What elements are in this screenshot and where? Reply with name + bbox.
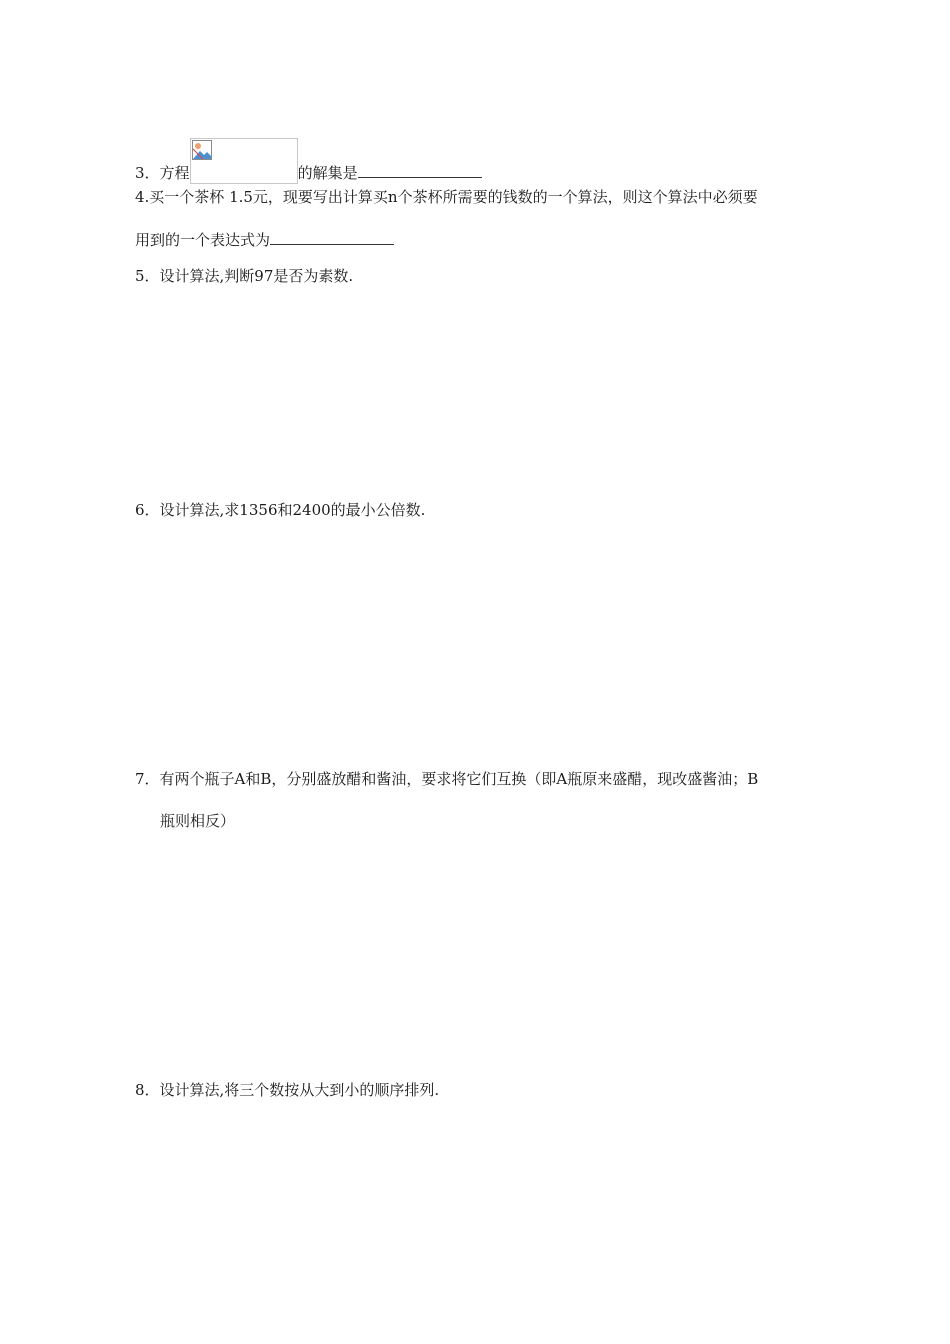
question-4-line-2-text: 用到的一个表达式为 [135,231,271,249]
question-3 [135,138,482,184]
broken-image-icon [190,138,298,184]
question-4-answer-blank [270,229,394,245]
question-6: 6．设计算法,求1356和2400的最小公倍数. [135,501,426,519]
question-4-line-1: 4.买一个茶杯 1.5元，现要写出计算买n个茶杯所需要的钱数的一个算法，则这个算法中必须要 [135,188,758,206]
question-3-answer-blank [358,162,482,178]
question-3-number: 3． [135,164,160,182]
question-7-line-1: 7．有两个瓶子A和B，分别盛放醋和酱油，要求将它们互换（即A瓶原来盛醋，现改盛酱油；B [135,770,759,788]
image-placeholder-icon [192,140,212,160]
question-4-line-2 [135,229,394,250]
question-8: 8．设计算法,将三个数按从大到小的顺序排列. [135,1081,440,1099]
question-5: 5．设计算法,判断97是否为素数. [135,267,354,285]
question-3-suffix: 的解集是 [297,164,358,182]
question-3-prefix: 方程 [159,164,190,182]
question-7-line-2: 瓶则相反） [160,812,236,830]
